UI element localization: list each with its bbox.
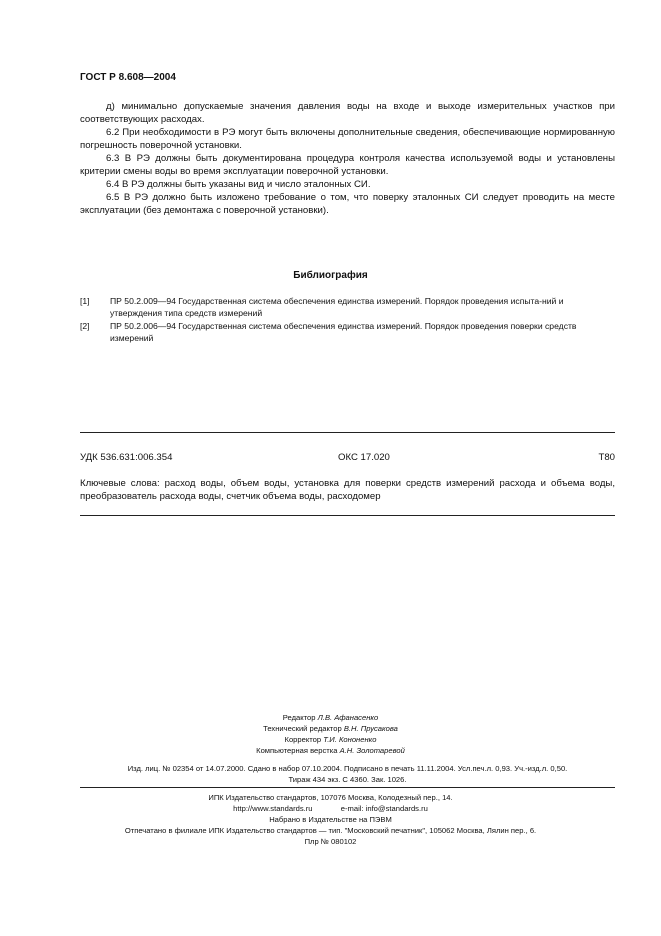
- publication-line: Тираж 434 экз. С 4360. Зак. 1026.: [288, 775, 407, 784]
- credit-line: Редактор Л.В. Афанасенко: [282, 713, 379, 722]
- credit-line: Компьютерная верстка А.Н. Золотаревой: [256, 746, 405, 755]
- bibliography-number: [2]: [80, 321, 90, 331]
- paragraph-6-3: 6.3 В РЭ должны быть документирована процедура контроля качества используемой воды и установлены критерии смены воды во время эксплуатации поверочной установки.: [80, 153, 615, 177]
- publisher-address: ИПК Издательство стандартов, 107076 Москва, Колодезный пер., 14.: [208, 793, 453, 802]
- publisher-website[interactable]: http://www.standards.ru: [233, 804, 313, 813]
- keywords: Ключевые слова: расход воды, объем воды, установка для поверки средств измерений расхода и объема воды, преобразователь расхода воды, счетчик объема воды, расходомер: [80, 478, 615, 502]
- publisher-contacts: [0, 803, 661, 814]
- credits-block: [0, 712, 661, 756]
- udk-code: УДК 536.631:006.354: [80, 452, 173, 463]
- bibliography-item: [80, 321, 615, 344]
- category-code: Т80: [598, 452, 615, 463]
- bibliography-item: [80, 296, 615, 319]
- paragraph-6-2: 6.2 При необходимости в РЭ могут быть включены дополнительные сведения, обеспечивающие нормированную погрешность поверочной установки.: [80, 127, 615, 151]
- credit-line: Корректор Т.И. Кононенко: [284, 735, 377, 744]
- classification-row: [80, 452, 615, 466]
- publisher-typeset: Набрано в Издательстве на ПЭВМ: [269, 815, 392, 824]
- license-number: Плр № 080102: [304, 837, 357, 846]
- divider-top: [80, 432, 615, 433]
- divider-bottom: [80, 515, 615, 516]
- paragraph-6-5: 6.5 В РЭ должно быть изложено требование о том, что поверку эталонных СИ следует проводить на месте эксплуатации (без демонтажа с поверочной установки).: [80, 192, 615, 216]
- body-text: [80, 100, 615, 217]
- paragraph-6-4: 6.4 В РЭ должны быть указаны вид и число эталонных СИ.: [106, 179, 371, 190]
- publication-line: Изд. лиц. № 02354 от 14.07.2000. Сдано в набор 07.10.2004. Подписано в печать 11.11.2004. Усл.печ.л. 0,93. Уч.-изд.л. 0,50.: [127, 764, 568, 773]
- document-header: ГОСТ Р 8.608—2004: [80, 72, 176, 83]
- oks-code: ОКС 17.020: [338, 452, 390, 463]
- publisher-email[interactable]: e-mail: info@standards.ru: [340, 804, 428, 813]
- divider-publisher: [80, 787, 615, 788]
- paragraph-item-d: д) минимально допускаемые значения давления воды на входе и выходе измерительных участков при соответствующих расходах.: [80, 101, 615, 125]
- publisher-info: [0, 792, 661, 847]
- printing-house: Отпечатано в филиале ИПК Издательство стандартов — тип. "Московский печатник", 105062 Москва, Лялин пер., 6.: [124, 826, 537, 835]
- credit-line: Технический редактор В.Н. Прусакова: [263, 724, 398, 733]
- publication-info: [80, 763, 615, 785]
- bibliography-text: ПР 50.2.006—94 Государственная система обеспечения единства измерений. Порядок проведения поверки средств измерений: [110, 321, 577, 343]
- bibliography-number: [1]: [80, 296, 90, 306]
- bibliography-text: ПР 50.2.009—94 Государственная система обеспечения единства измерений. Порядок проведения испыта-ний и утверждения типа средств измерений: [110, 296, 564, 318]
- bibliography-title: Библиография: [293, 270, 368, 281]
